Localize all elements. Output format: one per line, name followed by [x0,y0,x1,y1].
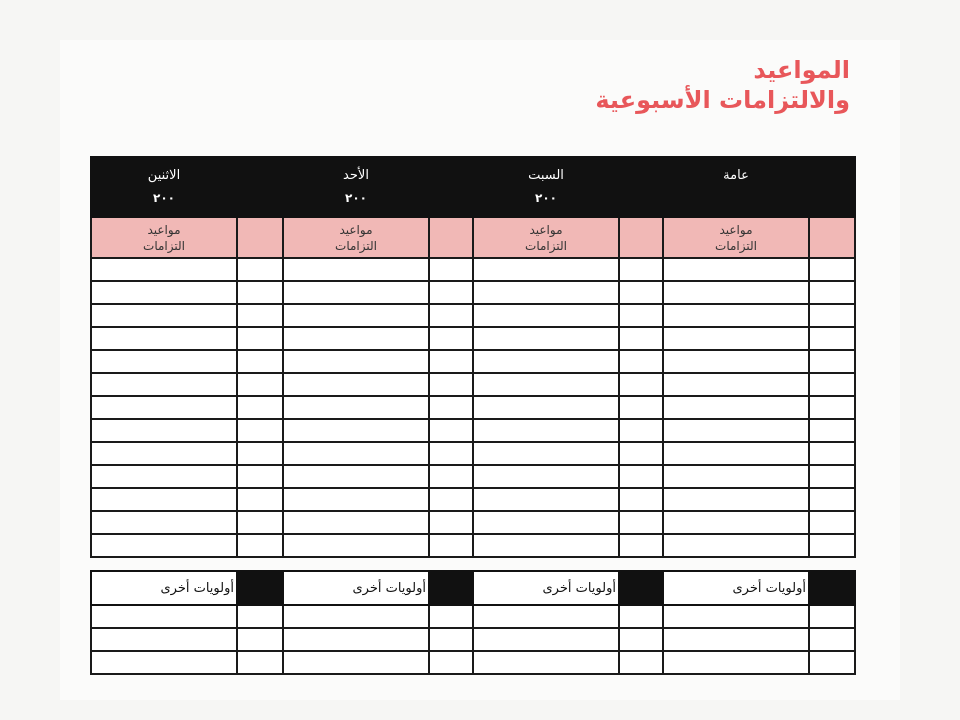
entry-cell[interactable] [663,373,809,396]
entry-cell[interactable] [809,511,855,534]
priorities-body [91,605,855,674]
entry-cell[interactable] [619,281,663,304]
entry-cell[interactable] [473,511,619,534]
entry-cell[interactable] [663,465,809,488]
day-header-monday [91,157,237,217]
entry-cell[interactable] [473,465,619,488]
schedule-table [90,156,856,558]
schedule-row [91,373,855,396]
entry-cell[interactable] [429,651,473,674]
priorities-label: أولويات أخرى [283,571,429,605]
entry-cell[interactable] [663,304,809,327]
page-title [595,55,850,115]
header-spacer [237,157,283,217]
priorities-spacer [809,571,855,605]
priorities-row [91,651,855,674]
weekly-schedule [90,156,854,675]
entry-cell[interactable] [237,327,283,350]
entry-cell[interactable] [619,419,663,442]
entry-cell[interactable] [473,373,619,396]
title-line-2: والالتزامات الأسبوعية [595,86,850,114]
subheader-spacer [429,217,473,258]
entry-cell[interactable] [809,350,855,373]
entry-cell[interactable] [663,396,809,419]
entry-cell[interactable] [663,651,809,674]
entry-cell[interactable] [619,442,663,465]
entry-cell[interactable] [429,605,473,628]
entry-cell[interactable] [429,304,473,327]
priorities-table [90,570,856,675]
entry-cell[interactable] [429,628,473,651]
subheader-cell: مواعيد التزامات [91,217,237,258]
entry-cell[interactable] [91,373,237,396]
priorities-header-row [91,571,855,605]
entry-cell[interactable] [429,396,473,419]
entry-cell[interactable] [809,628,855,651]
priorities-row [91,605,855,628]
title-line-1: المواعيد [753,56,850,84]
entry-cell[interactable] [237,534,283,557]
entry-cell[interactable] [473,651,619,674]
entry-cell[interactable] [429,327,473,350]
entry-cell[interactable] [91,419,237,442]
subheader-cell: مواعيد التزامات [663,217,809,258]
entry-cell[interactable] [809,396,855,419]
entry-cell[interactable] [809,281,855,304]
entry-cell[interactable] [237,350,283,373]
entry-cell[interactable] [809,465,855,488]
entry-cell[interactable] [283,628,429,651]
entry-cell[interactable] [429,258,473,281]
subheader-spacer [237,217,283,258]
entry-cell[interactable] [283,511,429,534]
entry-cell[interactable] [473,534,619,557]
entry-cell[interactable] [91,628,237,651]
entry-cell[interactable] [91,511,237,534]
entry-cell[interactable] [91,465,237,488]
entry-cell[interactable] [473,258,619,281]
entry-cell[interactable] [619,511,663,534]
entry-cell[interactable] [619,465,663,488]
entry-cell[interactable] [429,350,473,373]
entry-cell[interactable] [283,327,429,350]
entry-cell[interactable] [473,304,619,327]
entry-cell[interactable] [619,327,663,350]
entry-cell[interactable] [663,605,809,628]
entry-cell[interactable] [91,281,237,304]
day-header-sunday [283,157,429,217]
entry-cell[interactable] [809,258,855,281]
entry-cell[interactable] [429,511,473,534]
entry-cell[interactable] [473,605,619,628]
entry-cell[interactable] [91,605,237,628]
entry-cell[interactable] [619,488,663,511]
entry-cell[interactable] [237,465,283,488]
entry-cell[interactable] [473,396,619,419]
header-spacer [619,157,663,217]
entry-cell[interactable] [283,350,429,373]
header-spacer [429,157,473,217]
entry-cell[interactable] [809,488,855,511]
entry-cell[interactable] [283,488,429,511]
priorities-label: أولويات أخرى [91,571,237,605]
entry-cell[interactable] [619,651,663,674]
subheader-cell: مواعيد التزامات [283,217,429,258]
entry-cell[interactable] [91,258,237,281]
day-name: عامة [723,168,749,183]
entry-cell[interactable] [91,350,237,373]
entry-cell[interactable] [619,304,663,327]
entry-cell[interactable] [619,350,663,373]
entry-cell[interactable] [473,628,619,651]
entry-cell[interactable] [283,534,429,557]
entry-cell[interactable] [237,396,283,419]
entry-cell[interactable] [91,327,237,350]
entry-cell[interactable] [91,488,237,511]
entry-cell[interactable] [809,651,855,674]
schedule-row [91,534,855,557]
entry-cell[interactable] [283,304,429,327]
entry-cell[interactable] [237,442,283,465]
entry-cell[interactable] [429,442,473,465]
entry-cell[interactable] [237,419,283,442]
day-year: ٢٠٠ [153,191,175,205]
entry-cell[interactable] [429,373,473,396]
entry-cell[interactable] [237,281,283,304]
entry-cell[interactable] [91,304,237,327]
entry-cell[interactable] [619,396,663,419]
schedule-row [91,350,855,373]
entry-cell[interactable] [473,281,619,304]
entry-cell[interactable] [473,419,619,442]
entry-cell[interactable] [91,442,237,465]
entry-cell[interactable] [283,373,429,396]
entry-cell[interactable] [283,258,429,281]
entry-cell[interactable] [429,419,473,442]
entry-cell[interactable] [663,534,809,557]
entry-cell[interactable] [237,628,283,651]
entry-cell[interactable] [663,628,809,651]
entry-cell[interactable] [237,373,283,396]
schedule-subheader-row [91,217,855,258]
entry-cell[interactable] [473,442,619,465]
day-year: ٢٠٠ [535,191,557,205]
entry-cell[interactable] [663,281,809,304]
priorities-label: أولويات أخرى [663,571,809,605]
entry-cell[interactable] [237,651,283,674]
entry-cell[interactable] [619,373,663,396]
entry-cell[interactable] [663,350,809,373]
entry-cell[interactable] [283,281,429,304]
schedule-row [91,442,855,465]
entry-cell[interactable] [429,281,473,304]
priorities-label: أولويات أخرى [473,571,619,605]
entry-cell[interactable] [809,534,855,557]
entry-cell[interactable] [809,373,855,396]
entry-cell[interactable] [237,488,283,511]
subheader-cell: مواعيد التزامات [473,217,619,258]
day-name: الأحد [343,168,369,183]
entry-cell[interactable] [283,605,429,628]
entry-cell[interactable] [619,628,663,651]
priorities-row [91,628,855,651]
subheader-spacer [619,217,663,258]
schedule-row [91,396,855,419]
schedule-row [91,304,855,327]
day-name: الاثنين [147,168,181,183]
schedule-row [91,281,855,304]
entry-cell[interactable] [619,534,663,557]
entry-cell[interactable] [809,419,855,442]
schedule-row [91,419,855,442]
priorities-spacer [429,571,473,605]
entry-cell[interactable] [283,442,429,465]
entry-cell[interactable] [283,396,429,419]
schedule-row [91,488,855,511]
schedule-row [91,258,855,281]
schedule-row [91,465,855,488]
entry-cell[interactable] [809,304,855,327]
entry-cell[interactable] [429,488,473,511]
entry-cell[interactable] [429,465,473,488]
entry-cell[interactable] [237,511,283,534]
schedule-header-row [91,157,855,217]
entry-cell[interactable] [283,419,429,442]
entry-cell[interactable] [663,488,809,511]
entry-cell[interactable] [663,258,809,281]
entry-cell[interactable] [429,534,473,557]
entry-cell[interactable] [473,327,619,350]
schedule-row [91,511,855,534]
subheader-spacer [809,217,855,258]
schedule-row [91,327,855,350]
entry-cell[interactable] [91,534,237,557]
entry-cell[interactable] [283,465,429,488]
entry-cell[interactable] [91,651,237,674]
day-header-general [663,157,809,217]
entry-cell[interactable] [237,605,283,628]
entry-cell[interactable] [663,442,809,465]
entry-cell[interactable] [809,605,855,628]
entry-cell[interactable] [663,327,809,350]
priorities-spacer [237,571,283,605]
entry-cell[interactable] [91,396,237,419]
day-year: ٢٠٠ [345,191,367,205]
entry-cell[interactable] [473,350,619,373]
entry-cell[interactable] [237,258,283,281]
entry-cell[interactable] [619,605,663,628]
entry-cell[interactable] [809,442,855,465]
header-spacer [809,157,855,217]
day-header-saturday [473,157,619,217]
schedule-body [91,258,855,557]
day-name: السبت [528,168,564,183]
entry-cell[interactable] [809,327,855,350]
priorities-spacer [619,571,663,605]
entry-cell[interactable] [663,511,809,534]
entry-cell[interactable] [473,488,619,511]
entry-cell[interactable] [237,304,283,327]
entry-cell[interactable] [619,258,663,281]
entry-cell[interactable] [663,419,809,442]
entry-cell[interactable] [283,651,429,674]
